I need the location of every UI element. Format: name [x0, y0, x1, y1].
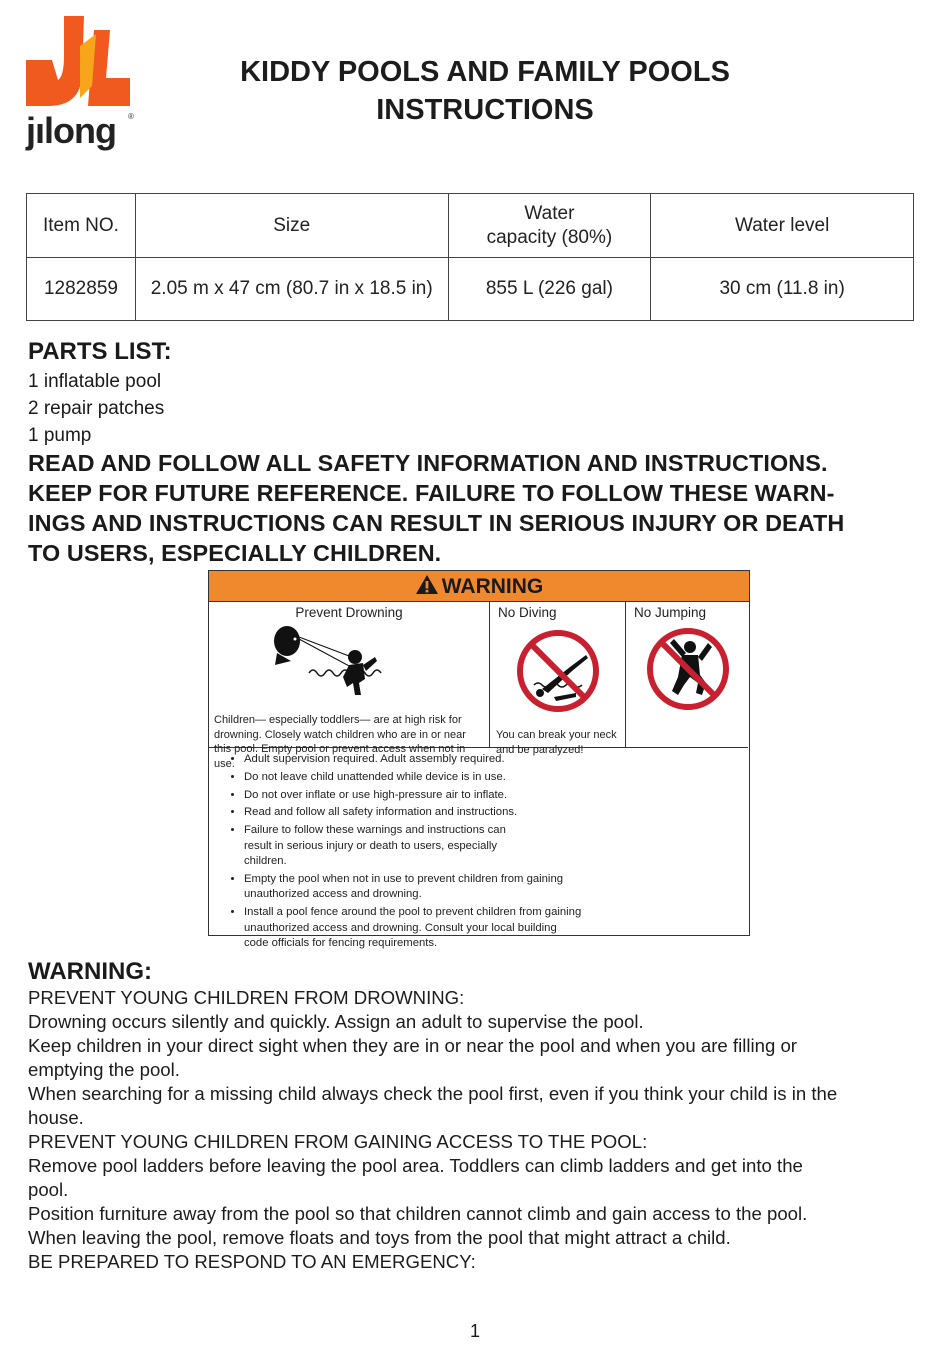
- warning-rule: • Failure to follow these warnings and instructions can result in serious injury or death to users, especially children.: [244, 823, 534, 870]
- prevent-drowning-line: this pool. Empty pool or prevent access when not in use.: [214, 743, 466, 770]
- safety-notice-line: INGS AND INSTRUCTIONS CAN RESULT IN SERIOUS INJURY OR DEATH: [28, 510, 845, 536]
- warning-text: [28, 986, 928, 1274]
- registered-mark: ®: [128, 112, 134, 121]
- spec-value-row: [27, 258, 914, 321]
- warning-triangle-icon: [415, 574, 439, 595]
- warning-text-line: When leaving the pool, remove floats and toys from the pool that might attract a child.: [28, 1227, 731, 1248]
- header-capacity-line2: capacity (80%): [486, 226, 613, 248]
- header-size: Size: [135, 194, 448, 258]
- parts-list-item: 2 repair patches: [28, 398, 165, 419]
- no-diving-icon: [514, 627, 602, 715]
- warning-rule: • Install a pool fence around the pool to prevent children from gaining unauthorized access and drowning. Consult your local building code officials for fencing requirements.: [244, 905, 584, 952]
- prevent-drowning-line: Children— especially toddlers— are at high risk for: [214, 714, 462, 726]
- jilong-logo: [24, 16, 140, 156]
- value-item-no: 1282859: [27, 258, 136, 321]
- prevent-drowning-title: Prevent Drowning: [295, 605, 403, 620]
- warning-text-line: When searching for a missing child always check the pool first, even if you think your child is in the: [28, 1083, 838, 1104]
- safety-notice: [28, 448, 918, 568]
- document-title-line2: INSTRUCTIONS: [376, 94, 594, 126]
- header-water-capacity: [448, 194, 651, 258]
- no-jumping-title: No Jumping: [634, 605, 707, 620]
- header-item-no: Item NO.: [27, 194, 136, 258]
- no-jumping-icon: [644, 625, 732, 713]
- warning-text-line: PREVENT YOUNG CHILDREN FROM GAINING ACCESS TO THE POOL:: [28, 1131, 648, 1152]
- document-title-line1: KIDDY POOLS AND FAMILY POOLS: [240, 56, 730, 88]
- warning-text-line: house.: [28, 1107, 84, 1128]
- no-diving-line: You can break your neck: [496, 729, 617, 741]
- prevent-drowning-line: drowning. Closely watch children who are in or near: [214, 728, 466, 741]
- warning-text-line: pool.: [28, 1179, 69, 1200]
- warning-text-line: Remove pool ladders before leaving the pool area. Toddlers can climb ladders and get into the: [28, 1155, 803, 1176]
- parts-list-item: 1 inflatable pool: [28, 371, 162, 392]
- warning-label: [208, 570, 750, 950]
- warning-text-line: Position furniture away from the pool so that children cannot climb and gain access to the pool.: [28, 1203, 808, 1224]
- no-diving-panel: [490, 601, 626, 756]
- warning-rule: • Read and follow all safety information and instructions.: [244, 805, 744, 821]
- warning-rules-list: [229, 752, 744, 954]
- warning-text-line: Drowning occurs silently and quickly. Assign an adult to supervise the pool.: [28, 1011, 644, 1032]
- header-water-level: Water level: [651, 194, 914, 258]
- header-capacity-line1: Water: [524, 202, 575, 224]
- value-water-capacity: 855 L (226 gal): [448, 258, 651, 321]
- warning-banner: [209, 571, 749, 602]
- safety-notice-line: KEEP FOR FUTURE REFERENCE. FAILURE TO FOLLOW THESE WARN-: [28, 480, 835, 506]
- warning-rule: • Adult supervision required. Adult assembly required.: [244, 752, 744, 768]
- warning-text-line: Keep children in your direct sight when they are in or near the pool and when you are filling or: [28, 1035, 797, 1056]
- no-diving-title: No Diving: [498, 605, 557, 620]
- value-size: 2.05 m x 47 cm (80.7 in x 18.5 in): [135, 258, 448, 321]
- warning-text-line: BE PREPARED TO RESPOND TO AN EMERGENCY:: [28, 1251, 476, 1272]
- warning-text-line: PREVENT YOUNG CHILDREN FROM DROWNING:: [28, 987, 465, 1008]
- logo-wordmark: jılong: [26, 110, 116, 151]
- page-number: 1: [469, 1321, 480, 1341]
- spec-table: [26, 193, 914, 321]
- warning-banner-title: WARNING: [441, 575, 544, 598]
- supervise-child-icon: [269, 621, 399, 701]
- warning-rule: • Do not leave child unattended while device is in use.: [244, 770, 744, 786]
- no-diving-line: and be paralyzed!: [496, 743, 584, 756]
- safety-notice-line: TO USERS, ESPECIALLY CHILDREN.: [28, 540, 442, 566]
- warning-rule: • Do not over inflate or use high-pressure air to inflate.: [244, 788, 744, 804]
- jilong-logo-mark: [24, 16, 140, 108]
- no-jumping-panel: [626, 601, 748, 747]
- parts-list: [28, 368, 164, 449]
- warning-rule: • Empty the pool when not in use to prevent children from gaining unauthorized access and drowning.: [244, 872, 564, 903]
- spec-header-row: [27, 194, 914, 258]
- parts-list-item: 1 pump: [28, 425, 92, 446]
- warning-text-line: emptying the pool.: [28, 1059, 180, 1080]
- value-water-level: 30 cm (11.8 in): [651, 258, 914, 321]
- parts-list-heading: PARTS LIST:: [28, 338, 172, 365]
- warning-heading: WARNING:: [28, 958, 152, 985]
- safety-notice-line: READ AND FOLLOW ALL SAFETY INFORMATION AND INSTRUCTIONS.: [28, 450, 828, 476]
